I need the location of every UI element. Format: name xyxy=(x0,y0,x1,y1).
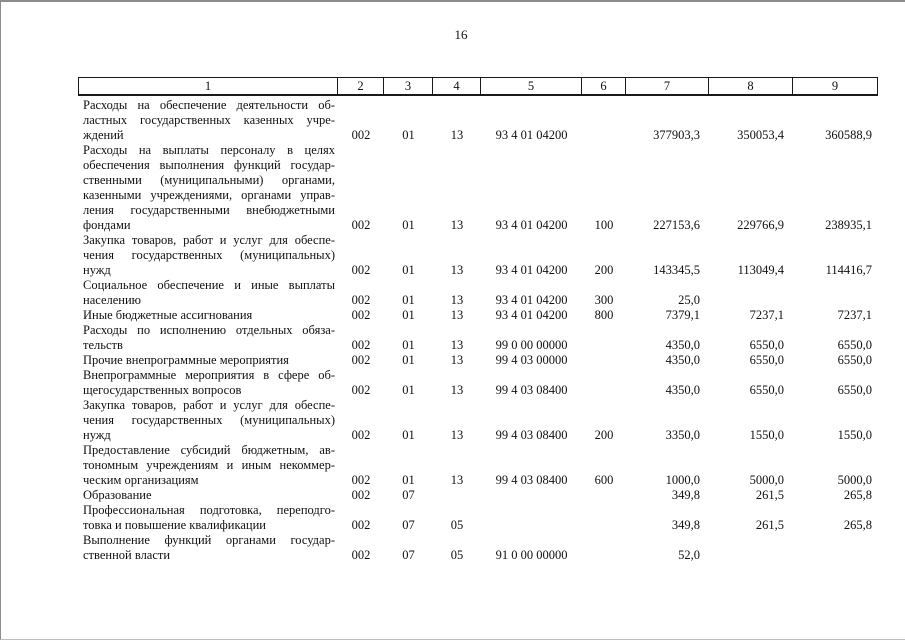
cell-col-2: 002 xyxy=(351,128,371,142)
cell-col-2: 002 xyxy=(351,488,371,502)
cell-col-4: 13 xyxy=(450,308,464,322)
cell-col-7: 25,0 xyxy=(678,293,700,307)
cell-col-6: 200 xyxy=(594,428,614,442)
cell-col-8: 113049,4 xyxy=(737,263,784,277)
description-line: Расходы по исполнению отдельных обяза- xyxy=(83,323,335,337)
cell-col-5: 99 4 03 08400 xyxy=(495,473,568,487)
cell-col-9: 5000,0 xyxy=(837,473,872,487)
cell-col-8: 229766,9 xyxy=(737,218,784,232)
table-row xyxy=(78,308,878,323)
cell-col-7: 349,8 xyxy=(671,518,700,532)
cell-col-2: 002 xyxy=(351,293,371,307)
cell-col-4: 13 xyxy=(450,338,464,352)
header-cell-4: 4 xyxy=(433,78,481,94)
description-line: казенными учреждениями, органами управ- xyxy=(83,188,335,202)
cell-col-3: 07 xyxy=(402,518,415,532)
description-line: населению xyxy=(83,293,141,307)
cell-col-4: 13 xyxy=(450,128,464,142)
cell-col-5: 93 4 01 04200 xyxy=(495,128,568,142)
description-line: щегосударственных вопросов xyxy=(83,383,242,397)
cell-col-8: 350053,4 xyxy=(737,128,784,142)
row-description xyxy=(78,308,338,323)
cell-col-5: 91 0 00 00000 xyxy=(495,548,568,562)
cell-col-7: 4350,0 xyxy=(665,353,700,367)
cell-col-7: 4350,0 xyxy=(665,383,700,397)
table-header-row xyxy=(78,77,878,96)
table-row xyxy=(78,278,878,308)
cell-col-2: 002 xyxy=(351,353,371,367)
cell-col-3: 01 xyxy=(402,383,415,397)
header-cell-1: 1 xyxy=(79,78,338,94)
cell-col-2: 002 xyxy=(351,518,371,532)
cell-col-7: 7379,1 xyxy=(665,308,700,322)
cell-col-7: 143345,5 xyxy=(653,263,700,277)
description-line: нужд xyxy=(83,263,111,277)
cell-col-8: 6550,0 xyxy=(749,338,784,352)
cell-col-2: 002 xyxy=(351,218,371,232)
cell-col-5: 99 4 03 00000 xyxy=(495,353,568,367)
cell-col-3: 01 xyxy=(402,338,415,352)
cell-col-9: 360588,9 xyxy=(825,128,872,142)
header-cell-9: 9 xyxy=(831,78,839,93)
table-row xyxy=(78,443,878,488)
cell-col-5: 99 0 00 00000 xyxy=(495,338,568,352)
cell-col-3: 07 xyxy=(402,488,415,502)
table-row xyxy=(78,143,878,233)
cell-col-8: 7237,1 xyxy=(749,308,784,322)
header-cell-7: 7 xyxy=(626,78,709,94)
cell-col-9: 1550,0 xyxy=(837,428,872,442)
cell-col-3: 01 xyxy=(402,128,415,142)
cell-col-9: 6550,0 xyxy=(837,338,872,352)
cell-col-5: 99 4 03 08400 xyxy=(495,428,568,442)
cell-col-7: 4350,0 xyxy=(665,338,700,352)
cell-col-9: 6550,0 xyxy=(837,353,872,367)
description-line: Закупка товаров, работ и услуг для обеспе- xyxy=(83,398,335,412)
description-line: Расходы на обеспечение деятельности об- xyxy=(83,98,335,112)
description-line: Внепрограммные мероприятия в сфере об- xyxy=(83,368,335,382)
cell-col-7: 3350,0 xyxy=(665,428,700,442)
cell-col-7: 1000,0 xyxy=(665,473,700,487)
description-line: товка и повышение квалификации xyxy=(83,518,266,532)
page-number: 16 xyxy=(454,27,468,42)
cell-col-8: 1550,0 xyxy=(749,428,784,442)
description-line: ления государственными внебюджетными xyxy=(83,203,335,217)
cell-col-3: 01 xyxy=(402,218,415,232)
cell-col-6: 800 xyxy=(594,308,614,322)
header-cell-6: 6 xyxy=(582,78,626,94)
description-line: нужд xyxy=(83,428,111,442)
table-row xyxy=(78,323,878,353)
cell-col-9: 265,8 xyxy=(843,518,872,532)
cell-col-3: 01 xyxy=(402,353,415,367)
description-line: Закупка товаров, работ и услуг для обеспе- xyxy=(83,233,335,247)
cell-col-3: 01 xyxy=(402,473,415,487)
cell-col-6: 200 xyxy=(594,263,614,277)
description-line: ственной власти xyxy=(83,548,171,562)
description-line: тономным учреждениям и иным некоммер- xyxy=(83,458,335,472)
table-row xyxy=(78,533,878,563)
cell-col-5: 93 4 01 04200 xyxy=(495,218,568,232)
row-description xyxy=(78,368,338,398)
table-row xyxy=(78,353,878,368)
cell-col-6: 600 xyxy=(594,473,614,487)
table-body xyxy=(78,96,878,563)
cell-col-4: 13 xyxy=(450,263,464,277)
cell-col-4: 13 xyxy=(450,293,464,307)
cell-col-8: 5000,0 xyxy=(749,473,784,487)
description-line: Профессиональная подготовка, переподго- xyxy=(83,503,335,517)
cell-col-2: 002 xyxy=(351,263,371,277)
cell-col-9: 6550,0 xyxy=(837,383,872,397)
header-cell-2: 2 xyxy=(338,78,384,94)
cell-col-3: 01 xyxy=(402,308,415,322)
cell-col-4: 05 xyxy=(450,518,464,532)
description-line: ждений xyxy=(83,128,124,142)
cell-col-4: 13 xyxy=(450,353,464,367)
description-line: Образование xyxy=(83,488,152,502)
header-cell-3: 3 xyxy=(384,78,433,94)
cell-col-5: 93 4 01 04200 xyxy=(495,293,568,307)
row-description xyxy=(78,278,338,308)
table-row xyxy=(78,98,878,143)
cell-col-8: 6550,0 xyxy=(749,353,784,367)
description-line: обеспечения выполнения функций государ- xyxy=(83,158,335,172)
cell-col-4: 13 xyxy=(450,473,464,487)
row-description xyxy=(78,233,338,278)
description-line: тельств xyxy=(83,338,123,352)
cell-col-7: 227153,6 xyxy=(653,218,700,232)
budget-table xyxy=(78,77,878,563)
description-line: чения государственных (муниципальных) xyxy=(83,413,335,427)
cell-col-3: 01 xyxy=(402,263,415,277)
description-line: Социальное обеспечение и иные выплаты xyxy=(83,278,335,292)
row-description xyxy=(78,503,338,533)
description-line: Прочие внепрограммные мероприятия xyxy=(83,353,289,367)
cell-col-5: 93 4 01 04200 xyxy=(495,308,568,322)
cell-col-3: 01 xyxy=(402,293,415,307)
header-cell-5: 5 xyxy=(481,78,582,94)
cell-col-9: 265,8 xyxy=(843,488,872,502)
description-line: чения государственных (муниципальных) xyxy=(83,248,335,262)
description-line: Иные бюджетные ассигнования xyxy=(83,308,253,322)
cell-col-7: 52,0 xyxy=(678,548,700,562)
row-description xyxy=(78,143,338,233)
table-row xyxy=(78,368,878,398)
table-row xyxy=(78,398,878,443)
row-description xyxy=(78,98,338,143)
cell-col-4: 13 xyxy=(450,218,464,232)
cell-col-8: 261,5 xyxy=(755,518,784,532)
cell-col-2: 002 xyxy=(351,338,371,352)
cell-col-6: 300 xyxy=(594,293,614,307)
cell-col-9: 114416,7 xyxy=(825,263,872,277)
description-line: ческим организациям xyxy=(83,473,199,487)
table-row xyxy=(78,503,878,533)
description-line: ластных государственных казенных учре- xyxy=(83,113,335,127)
cell-col-4: 13 xyxy=(450,383,464,397)
row-description xyxy=(78,488,338,503)
cell-col-4: 05 xyxy=(450,548,464,562)
table-row xyxy=(78,233,878,278)
cell-col-2: 002 xyxy=(351,473,371,487)
cell-col-7: 377903,3 xyxy=(653,128,700,142)
cell-col-3: 01 xyxy=(402,428,415,442)
cell-col-2: 002 xyxy=(351,383,371,397)
description-line: фондами xyxy=(83,218,131,232)
cell-col-9: 238935,1 xyxy=(825,218,872,232)
cell-col-9: 7237,1 xyxy=(837,308,872,322)
cell-col-2: 002 xyxy=(351,308,371,322)
cell-col-2: 002 xyxy=(351,428,371,442)
row-description xyxy=(78,323,338,353)
cell-col-5: 99 4 03 08400 xyxy=(495,383,568,397)
header-cell-8: 8 xyxy=(709,78,793,94)
description-line: Выполнение функций органами государ- xyxy=(83,533,335,547)
cell-col-2: 002 xyxy=(351,548,371,562)
cell-col-5: 93 4 01 04200 xyxy=(495,263,568,277)
row-description xyxy=(78,398,338,443)
row-description xyxy=(78,353,338,368)
cell-col-6: 100 xyxy=(594,218,614,232)
description-line: Расходы на выплаты персоналу в целях xyxy=(83,143,335,157)
row-description xyxy=(78,443,338,488)
description-line: ственными (муниципальными) органами, xyxy=(83,173,335,187)
cell-col-8: 261,5 xyxy=(755,488,784,502)
cell-col-7: 349,8 xyxy=(671,488,700,502)
cell-col-4: 13 xyxy=(450,428,464,442)
description-line: Предоставление субсидий бюджетным, ав- xyxy=(83,443,335,457)
table-row xyxy=(78,488,878,503)
cell-col-8: 6550,0 xyxy=(749,383,784,397)
row-description xyxy=(78,533,338,563)
cell-col-3: 07 xyxy=(402,548,415,562)
